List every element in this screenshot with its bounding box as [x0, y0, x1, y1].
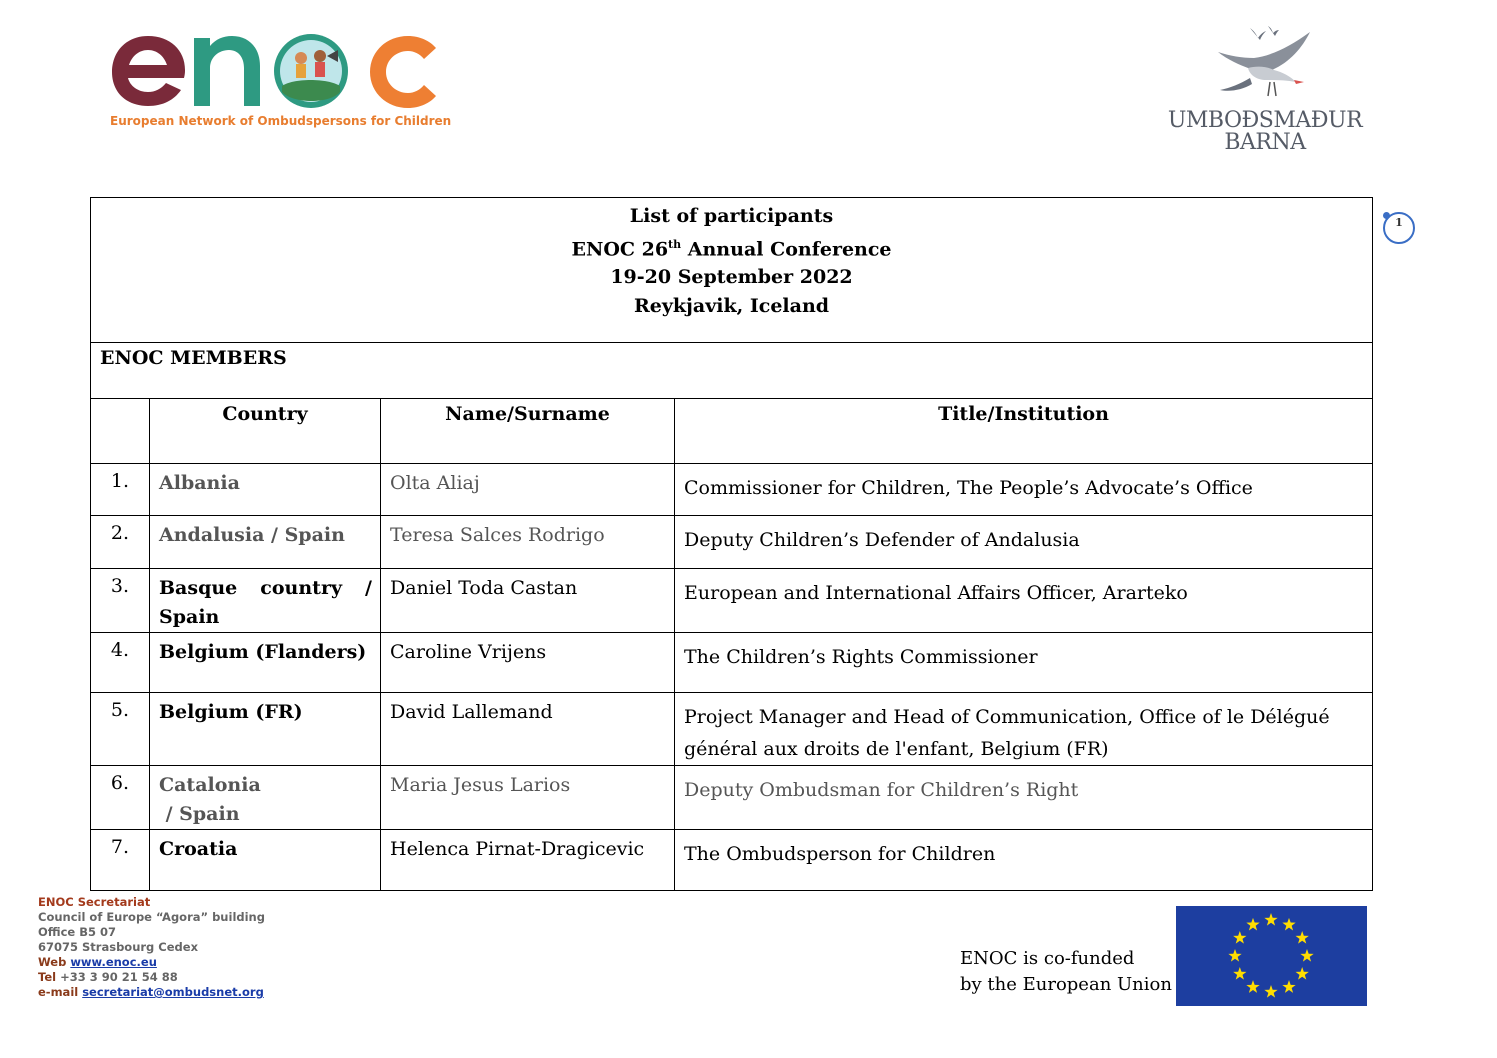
row-country: Belgium (Flanders) [150, 633, 381, 693]
table-row [91, 464, 1373, 516]
row-country-line1: Catalonia [159, 774, 261, 796]
row-number: 2. [91, 516, 150, 569]
row-number: 1. [91, 464, 150, 516]
header-title: List of participants [629, 205, 834, 227]
web-link[interactable]: www.enoc.eu [70, 955, 157, 969]
row-title: Deputy Ombudsman for Children’s Right [675, 766, 1373, 830]
tel-label: Tel [38, 970, 61, 984]
web-label: Web [38, 955, 71, 969]
row-number: 3. [91, 569, 150, 633]
cofund-line2: by the European Union [960, 974, 1172, 995]
umbodsmadur-line1: UMBOÐSMAÐUR [1167, 108, 1363, 133]
table-row [91, 516, 1373, 569]
row-title: Commissioner for Children, The People’s Advocate’s Office [675, 464, 1373, 516]
row-name: Olta Aliaj [381, 464, 675, 516]
row-title: Deputy Children’s Defender of Andalusia [675, 516, 1373, 569]
header-conference-prefix: ENOC 26 [571, 237, 669, 260]
row-number: 4. [91, 633, 150, 693]
comment-number: 1 [1395, 216, 1403, 229]
umbodsmadur-name [1160, 110, 1370, 154]
column-country-header: Country [150, 399, 381, 464]
eu-flag-icon [1176, 906, 1367, 1006]
web-line [38, 955, 265, 970]
cofund-text [960, 946, 1172, 998]
row-name: Caroline Vrijens [381, 633, 675, 693]
column-number-header [91, 399, 150, 464]
row-number: 7. [91, 830, 150, 891]
enoc-tagline: European Network of Ombudspersons for Children [110, 114, 452, 128]
header-conference-suffix: Annual Conference [681, 237, 892, 260]
row-country: Belgium (FR) [150, 693, 381, 766]
row-name: David Lallemand [381, 693, 675, 766]
enoc-logo [108, 28, 452, 133]
table-row [91, 830, 1373, 891]
column-title-header: Title/Institution [675, 399, 1373, 464]
tel-value: +33 3 90 21 54 88 [60, 970, 178, 984]
address-line3: 67075 Strasbourg Cedex [38, 940, 198, 954]
header-location: Reykjavik, Iceland [633, 294, 830, 317]
section-title: ENOC MEMBERS [91, 343, 1373, 399]
email-link[interactable]: secretariat@ombudsnet.org [82, 985, 264, 999]
row-country: Albania [150, 464, 381, 516]
row-country [150, 766, 381, 830]
table-row [91, 633, 1373, 693]
header-conference-sup: th [668, 237, 682, 251]
participants-table [90, 197, 1373, 891]
comment-marker[interactable] [1383, 212, 1415, 244]
row-title: The Ombudsperson for Children [675, 830, 1373, 891]
tel-line [38, 970, 265, 985]
row-title: Project Manager and Head of Communication, Office of le Délégué général aux droits de l'enfant, Belgium (FR) [675, 693, 1373, 766]
row-number: 5. [91, 693, 150, 766]
row-country: Basque country / Spain [150, 569, 381, 633]
comment-dot-icon [1383, 212, 1390, 219]
umbodsmadur-logo [1160, 22, 1370, 162]
row-name: Helenca Pirnat-Dragicevic [381, 830, 675, 891]
secretariat-address [38, 895, 265, 1000]
row-name: Teresa Salces Rodrigo [381, 516, 675, 569]
column-name-header: Name/Surname [381, 399, 675, 464]
table-row [91, 766, 1373, 830]
row-name: Maria Jesus Larios [381, 766, 675, 830]
enoc-wordmark-graphic [108, 28, 438, 112]
address-line2: Office B5 07 [38, 925, 116, 939]
address-line1: Council of Europe “Agora” building [38, 910, 265, 924]
secretariat-title: ENOC Secretariat [38, 895, 151, 909]
header-conference [91, 231, 1372, 264]
row-country: Croatia [150, 830, 381, 891]
row-number: 6. [91, 766, 150, 830]
table-row [91, 693, 1373, 766]
row-title: The Children’s Rights Commissioner [675, 633, 1373, 693]
umbodsmadur-line2: BARNA [1224, 130, 1306, 155]
row-country: Andalusia / Spain [150, 516, 381, 569]
table-row [91, 569, 1373, 633]
cofund-line1: ENOC is co-funded [960, 948, 1135, 969]
row-title: European and International Affairs Officer, Ararteko [675, 569, 1373, 633]
table-header-cell [91, 198, 1373, 343]
email-label: e-mail [38, 985, 83, 999]
row-country-line2: / Spain [159, 803, 240, 825]
row-name: Daniel Toda Castan [381, 569, 675, 633]
tern-bird-icon [1210, 22, 1320, 102]
header-dates: 19-20 September 2022 [610, 266, 853, 289]
email-line [38, 985, 265, 1000]
